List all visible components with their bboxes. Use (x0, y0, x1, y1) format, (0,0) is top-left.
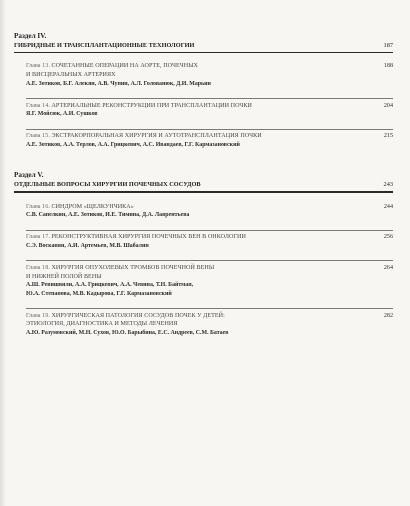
chapter-page-number: 215 (383, 133, 393, 140)
section-label: Раздел IV. (14, 32, 47, 40)
table-of-contents (14, 32, 393, 337)
chapter-prefix: Глава 13. (26, 63, 50, 70)
chapter-title-text: СОЧЕТАННЫЕ ОПЕРАЦИИ НА АОРТЕ, ПОЧЕЧНЫХ (51, 63, 199, 70)
section-divider (14, 191, 393, 192)
toc-section (14, 171, 393, 337)
chapter-page-number: 204 (383, 102, 393, 109)
chapter-title-text: ЭТИОЛОГИЯ, ДИАГНОСТИКА И МЕТОДЫ ЛЕЧЕНИЯ (26, 321, 178, 328)
section-title-row (14, 41, 393, 50)
chapter-prefix: Глава 19. (26, 312, 50, 319)
chapter-title-text: И НИЖНЕЙ ПОЛОЙ ВЕНЫ (26, 273, 102, 280)
chapter-divider (26, 98, 393, 99)
chapter-page-number: 188 (383, 63, 393, 70)
chapter-authors: А.Е. Зотиков, Б.Г. Алекян, А.В. Чупин, А.Л. Голованюк, Д.И. Марьин (26, 80, 211, 87)
chapter-authors: А.Ш. Ревишвили, А.А. Грицкевич, А.А. Чевина, Т.Н. Байтман, (26, 282, 194, 289)
section-title-row (14, 180, 393, 189)
chapter-divider (26, 308, 393, 309)
chapter-entry[interactable] (26, 98, 393, 119)
chapter-page-number: 256 (383, 234, 393, 241)
chapter-divider (26, 129, 393, 130)
section-divider (14, 52, 393, 53)
chapter-authors: С.В. Сапелкин, А.Е. Зотиков, И.Е. Тимина, Д.А. Лаврентьева (26, 212, 190, 219)
chapter-title-text: ЭКСТРАКОРПОРАЛЬНАЯ ХИРУРГИЯ И АУТОТРАНСПЛАНТАЦИЯ ПОЧКИ (51, 133, 262, 140)
chapter-title-line (26, 273, 371, 282)
section-label: Раздел V. (14, 171, 44, 180)
chapter-prefix: Глава 14. (26, 102, 50, 109)
chapter-title-text: И ВИСЦЕРАЛЬНЫХ АРТЕРИЯХ (26, 71, 116, 78)
chapter-title-text: РЕКОНСТРУКТИВНАЯ ХИРУРГИЯ ПОЧЕЧНЫХ ВЕН В ОНКОЛОГИИ (51, 234, 246, 241)
section-page-number: 243 (383, 181, 393, 189)
section-page-number: 187 (383, 42, 393, 49)
section-title: ОТДЕЛЬНЫЕ ВОПРОСЫ ХИРУРГИИ ПОЧЕЧНЫХ СОСУДОВ (14, 181, 201, 189)
chapter-entry[interactable] (26, 308, 393, 337)
chapter-title-line (26, 233, 371, 242)
chapter-entry[interactable] (26, 230, 393, 251)
chapter-list (26, 62, 393, 149)
chapter-page-number: 282 (383, 312, 393, 319)
chapter-divider (26, 230, 393, 231)
section-header (14, 32, 393, 53)
chapter-title-line (26, 203, 371, 212)
chapter-list (26, 203, 393, 338)
chapter-prefix: Глава 18. (26, 265, 50, 272)
chapter-authors: С.Э. Восканян, А.И. Артемьев, М.В. Шабалин (26, 243, 149, 250)
chapter-title-line (26, 264, 371, 273)
chapter-page-number: 244 (383, 203, 393, 210)
chapter-prefix: Глава 17. (26, 234, 50, 241)
chapter-title-line (26, 320, 371, 329)
chapter-title-text: АРТЕРИАЛЬНЫЕ РЕКОНСТРУКЦИИ ПРИ ТРАНСПЛАНТАЦИИ ПОЧКИ (51, 102, 252, 109)
chapter-entry[interactable] (26, 129, 393, 150)
chapter-authors: А.Е. Зотиков, А.А. Терлов, А.А. Грицкевич, А.С. Ивандаев, Г.Г. Кармазановский (26, 141, 240, 148)
section-header (14, 171, 393, 192)
chapter-title-text: СИНДРОМ «ЩЕЛКУНЧИКА» (51, 203, 134, 210)
chapter-prefix: Глава 15. (26, 133, 50, 140)
page-edge-shadow (0, 0, 6, 506)
chapter-prefix: Глава 16. (26, 203, 50, 210)
chapter-divider (26, 260, 393, 261)
chapter-authors: Я.Г. Мойсюк, А.И. Сушков (26, 111, 98, 118)
chapter-entry[interactable] (26, 203, 393, 220)
chapter-page-number: 264 (383, 265, 393, 272)
toc-section (14, 32, 393, 149)
chapter-title-line (26, 312, 371, 321)
chapter-entry[interactable] (26, 62, 393, 88)
chapter-title-line (26, 102, 371, 111)
chapter-title-text: ХИРУРГИЯ ОПУХОЛЕВЫХ ТРОМБОВ ПОЧЕЧНОЙ ВЕНЫ (51, 265, 215, 272)
chapter-title-line (26, 132, 371, 141)
chapter-authors: Ю.А. Степанова, М.В. Кадырова, Г.Г. Кармазановский (26, 290, 172, 297)
section-title: ГИБРИДНЫЕ И ТРАНСПЛАНТАЦИОННЫЕ ТЕХНОЛОГИИ (14, 42, 195, 49)
chapter-title-line (26, 62, 371, 71)
chapter-title-line (26, 71, 371, 80)
chapter-authors: А.Ю. Разумовский, М.Н. Сухов, Ю.О. Барыбина, Е.С. Андреев, С.М. Батаев (26, 330, 229, 336)
chapter-entry[interactable] (26, 260, 393, 298)
chapter-title-text: ХИРУРГИЧЕСКАЯ ПАТОЛОГИЯ СОСУДОВ ПОЧЕК У ДЕТЕЙ: (51, 312, 225, 319)
